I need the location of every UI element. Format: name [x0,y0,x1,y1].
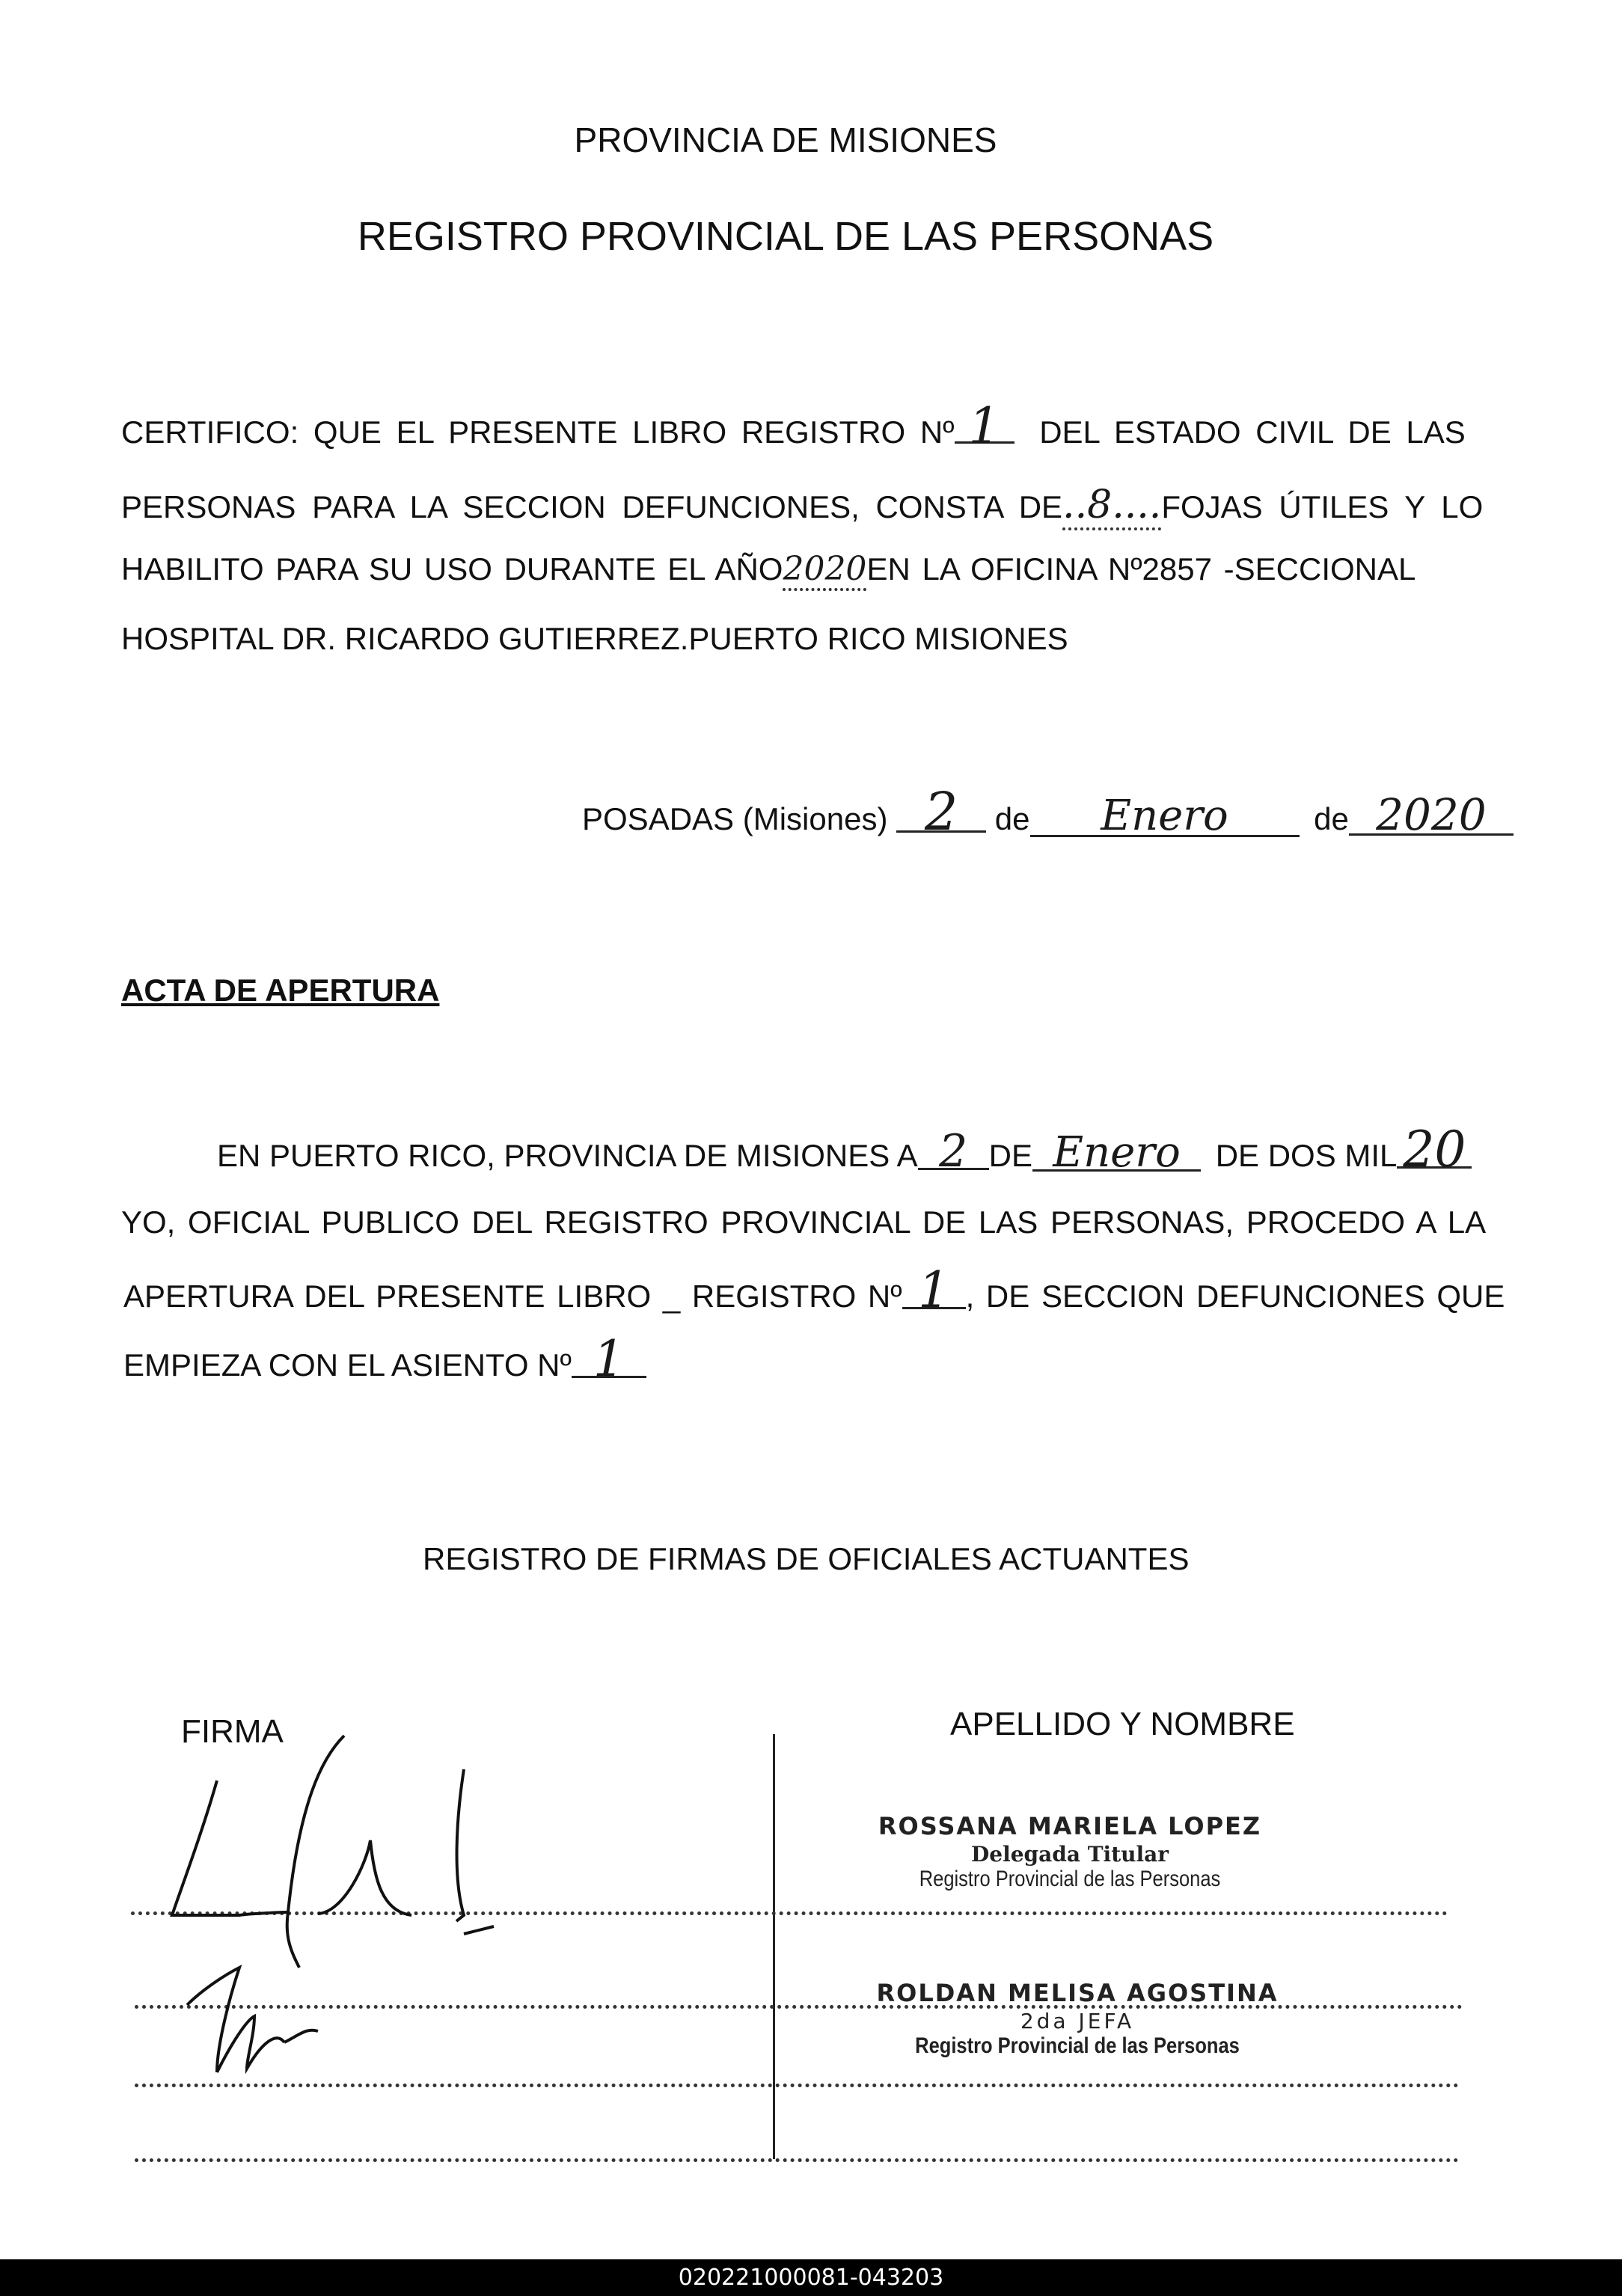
official-role: 2da JEFA [1020,2009,1135,2033]
official-stamp-1 [860,1812,1279,1892]
acta-text: DE DOS MIL [1215,1138,1398,1173]
book-number-handwritten: 1 [955,411,1014,444]
place-label: POSADAS (Misiones) [582,801,888,836]
month-handwritten: Enero [1030,798,1300,837]
acta-line-2: YO, OFICIAL PUBLICO DEL REGISTRO PROVINCIAL DE LAS PERSONAS, PROCEDO A LA [121,1204,1487,1240]
acta-year-handwritten: 20 [1397,1133,1472,1169]
cert-text: CERTIFICO: QUE EL PRESENTE LIBRO REGISTRO Nº [121,414,955,450]
acta-text: APERTURA DEL PRESENTE LIBRO _ REGISTRO Nº [123,1279,902,1314]
cert-text: FOJAS ÚTILES Y LO [1161,489,1484,524]
certificate-line-1 [121,397,1466,455]
acta-day-handwritten: 2 [918,1135,989,1170]
certificate-line-2 [121,483,1483,527]
acta-text: DE [988,1138,1033,1173]
official-name: ROLDAN MELISA AGOSTINA [876,1979,1279,2007]
registry-title: REGISTRO PROVINCIAL DE LAS PERSONAS [357,214,1214,259]
cert-text: HABILITO PARA SU USO DURANTE EL AÑO [121,551,783,587]
official-stamp-2 [864,1979,1291,2059]
province-title: PROVINCIA DE MISIONES [574,120,997,159]
column-header-nombre: APELLIDO Y NOMBRE [950,1706,1295,1742]
certificate-line-4: HOSPITAL DR. RICARDO GUTIERREZ.PUERTO RICO MISIONES [121,621,1068,656]
cert-text: EN LA OFICINA Nº2857 -SECCIONAL [866,551,1416,587]
day-handwritten: 2 [896,793,986,833]
signature-1-drawing [157,1728,516,1975]
footer-bar [0,2259,1622,2296]
acta-text: , DE SECCION DEFUNCIONES QUE [965,1279,1505,1314]
acta-text: EN PUERTO RICO, PROVINCIA DE MISIONES A [217,1138,918,1173]
acta-month-handwritten: Enero [1032,1136,1201,1172]
official-name: ROSSANA MARIELA LOPEZ [878,1812,1262,1840]
signatures-title: REGISTRO DE FIRMAS DE OFICIALES ACTUANTES [423,1541,1190,1576]
acta-line-4 [123,1330,646,1388]
acta-line-3 [123,1261,1505,1319]
acta-book-number-handwritten: 1 [902,1274,966,1309]
column-header-firma: FIRMA [181,1713,284,1750]
column-divider [773,1734,775,2159]
certificate-line-3 [121,550,1416,588]
de-label: de [1314,801,1349,836]
acta-line-1 [217,1121,1472,1178]
year-handwritten: 2020 [783,550,866,591]
acta-text: EMPIEZA CON EL ASIENTO Nº [123,1347,572,1383]
cert-text: DEL ESTADO CIVIL DE LAS [1039,414,1466,450]
official-office: Registro Provincial de las Personas [919,1867,1221,1891]
year-handwritten: 2020 [1349,796,1514,836]
entry-number-handwritten: 1 [572,1343,646,1378]
official-office: Registro Provincial de las Personas [915,2033,1240,2058]
acta-title: ACTA DE APERTURA [121,973,440,1008]
cert-text: PERSONAS PARA LA SECCION DEFUNCIONES, CONSTA DE [121,489,1063,524]
barcode-id: 020221000081-043203 [678,2265,944,2291]
signature-line [135,2158,1459,2162]
de-label: de [994,801,1030,836]
signature-2-drawing [172,1960,337,2087]
folios-handwritten: ..8.... [1062,483,1161,530]
official-role: Delegada Titular [970,1842,1169,1867]
place-date-line [582,781,1514,842]
